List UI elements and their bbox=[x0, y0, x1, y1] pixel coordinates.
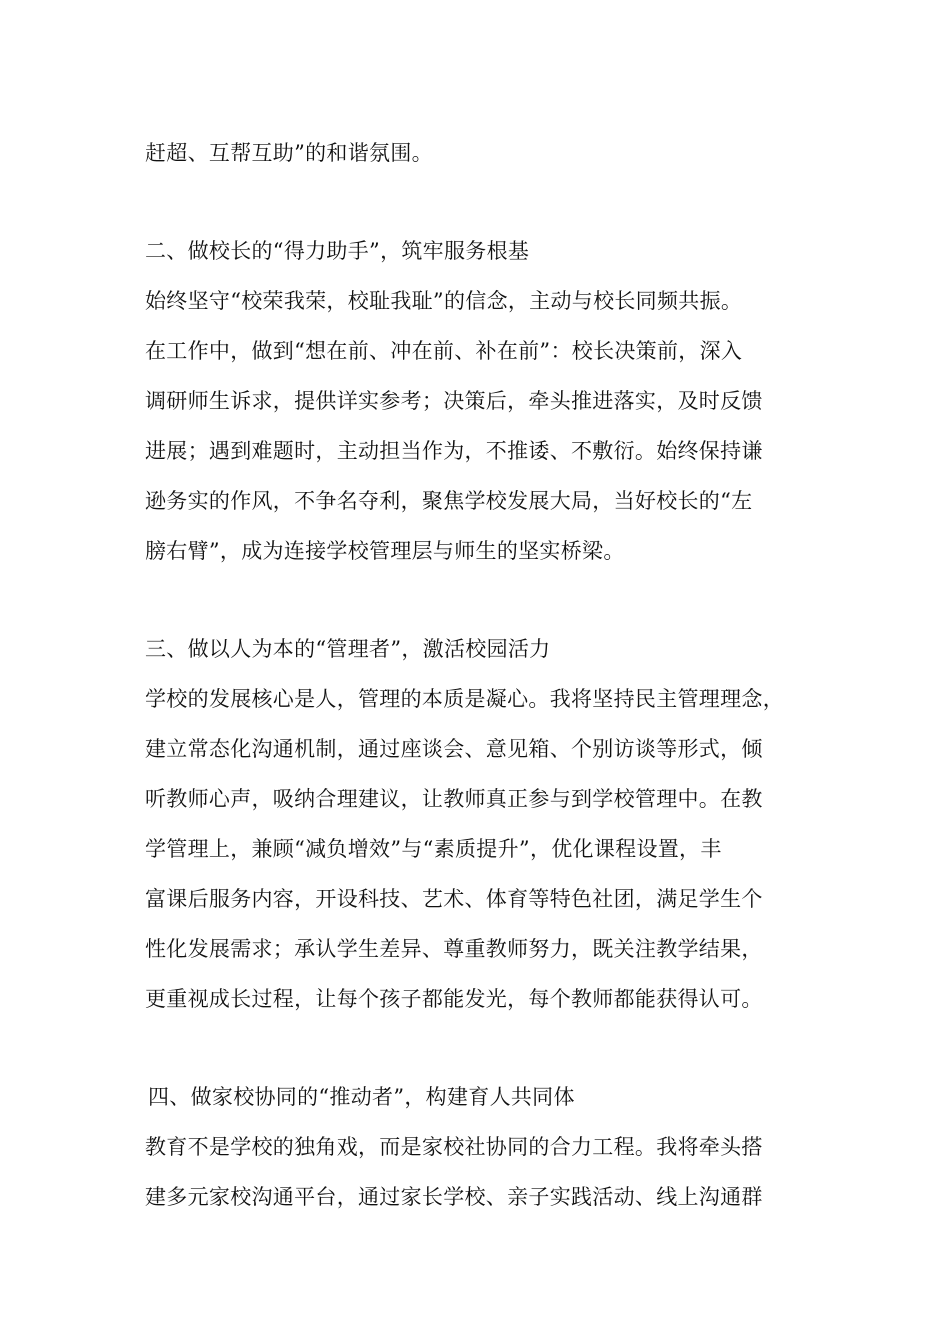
paragraph-line: 建多元家校沟通平台，通过家长学校、亲子实践活动、线上沟通群 bbox=[145, 1185, 763, 1209]
paragraph-line: 富课后服务内容，开设科技、艺术、体育等特色社团，满足学生个 bbox=[145, 887, 763, 911]
paragraph-line: 更重视成长过程，让每个孩子都能发光，每个教师都能获得认可。 bbox=[145, 987, 763, 1011]
paragraph-line: 膀右臂”，成为连接学校管理层与师生的坚实桥梁。 bbox=[145, 539, 625, 563]
paragraph-line: 进展；遇到难题时，主动担当作为，不推诿、不敷衍。始终保持谦 bbox=[145, 439, 763, 463]
paragraph-line: 逊务实的作风，不争名夺利，聚焦学校发展大局，当好校长的“左 bbox=[145, 489, 753, 513]
paragraph-line: 学校的发展核心是人，管理的本质是凝心。我将坚持民主管理理念， bbox=[145, 687, 784, 711]
paragraph-line: 在工作中，做到“想在前、冲在前、补在前”：校长决策前，深入 bbox=[145, 339, 743, 363]
section-heading-4: 四、做家校协同的“推动者”，构建育人共同体 bbox=[148, 1085, 575, 1109]
section-heading-2: 二、做校长的“得力助手”，筑牢服务根基 bbox=[145, 239, 530, 263]
paragraph-line: 教育不是学校的独角戏，而是家校社协同的合力工程。我将牵头搭 bbox=[145, 1135, 763, 1159]
paragraph-line: 学管理上，兼顾“减负增效”与“素质提升”，优化课程设置，丰 bbox=[145, 837, 722, 861]
section-heading-3: 三、做以人为本的“管理者”，激活校园活力 bbox=[145, 637, 551, 661]
paragraph-line: 始终坚守“校荣我荣，校耻我耻”的信念，主动与校长同频共振。 bbox=[145, 289, 743, 313]
paragraph-line: 听教师心声，吸纳合理建议，让教师真正参与到学校管理中。在教 bbox=[145, 787, 763, 811]
paragraph-line: 性化发展需求；承认学生差异、尊重教师努力，既关注教学结果， bbox=[145, 937, 763, 961]
paragraph-line: 赶超、互帮互助”的和谐氛围。 bbox=[145, 141, 433, 165]
paragraph-line: 建立常态化沟通机制，通过座谈会、意见箱、个别访谈等形式，倾 bbox=[145, 737, 763, 761]
paragraph-line: 调研师生诉求，提供详实参考；决策后，牵头推进落实，及时反馈 bbox=[145, 389, 763, 413]
